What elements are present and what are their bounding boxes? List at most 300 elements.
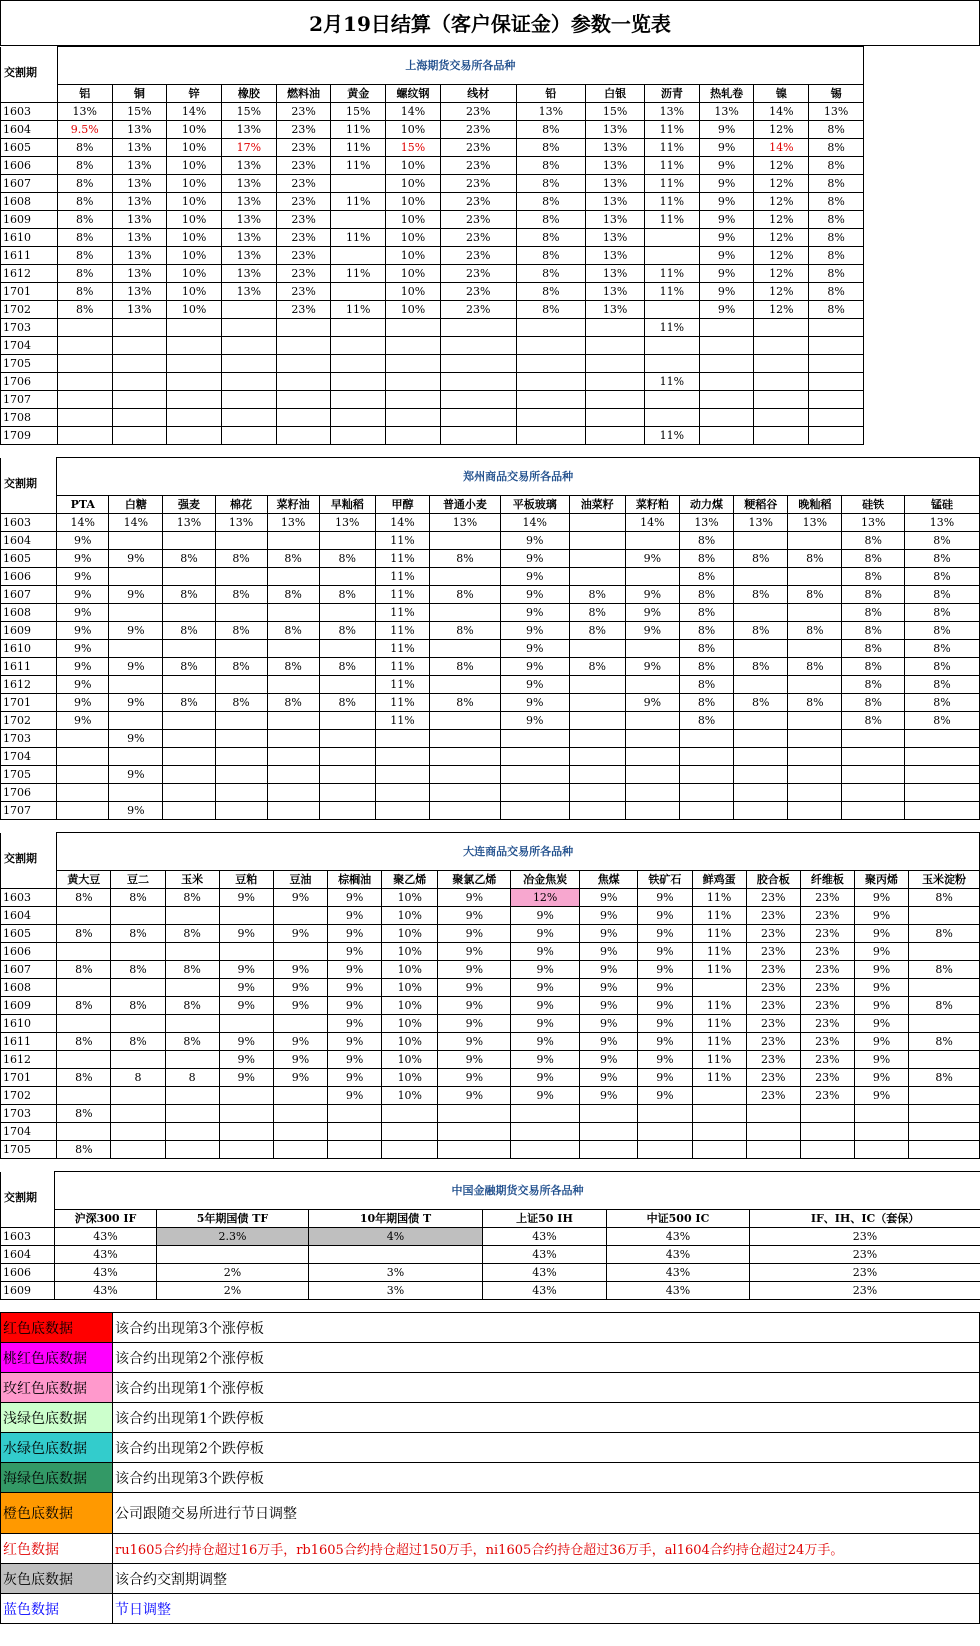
- margin-cell: 8%: [679, 586, 733, 604]
- margin-cell: [625, 676, 679, 694]
- delivery-period: 1611: [1, 1033, 57, 1051]
- margin-cell: 10%: [167, 211, 222, 229]
- margin-cell: 10%: [382, 889, 438, 907]
- column-header: 铝: [57, 85, 112, 103]
- margin-cell: 10%: [382, 979, 438, 997]
- corner-cell: [1, 833, 57, 847]
- margin-cell: [276, 391, 331, 409]
- margin-cell: 10%: [167, 247, 222, 265]
- table-row: [1, 409, 980, 427]
- margin-cell: 14%: [386, 103, 441, 121]
- margin-cell: 8%: [909, 1069, 980, 1087]
- section-gap: [0, 1159, 980, 1171]
- margin-cell: 14%: [57, 514, 109, 532]
- margin-cell: [109, 568, 163, 586]
- delivery-period: 1604: [1, 907, 57, 925]
- margin-cell: [386, 373, 441, 391]
- column-header: 菜籽粕: [625, 496, 679, 514]
- margin-cell: 11%: [331, 229, 386, 247]
- margin-cell: 17%: [221, 139, 276, 157]
- margin-cell: [500, 748, 569, 766]
- margin-cell: [57, 1123, 111, 1141]
- table-row: [1, 748, 980, 766]
- margin-cell: 8%: [909, 925, 980, 943]
- margin-cell: [167, 355, 222, 373]
- column-header: 粳稻谷: [734, 496, 788, 514]
- margin-cell: [163, 676, 215, 694]
- margin-cell: 23%: [276, 301, 331, 319]
- margin-cell: [267, 676, 319, 694]
- margin-cell: [109, 676, 163, 694]
- margin-cell: 13%: [221, 229, 276, 247]
- table-row: [1, 1141, 980, 1159]
- delivery-period: 1604: [1, 1246, 55, 1264]
- column-header: 胶合板: [746, 871, 800, 889]
- table-row: [1, 586, 980, 604]
- column-header: 铅: [516, 85, 585, 103]
- margin-cell: [430, 532, 501, 550]
- margin-cell: 9%: [328, 925, 382, 943]
- margin-cell: 8%: [569, 622, 625, 640]
- table-row: [1, 766, 980, 784]
- margin-cell: [319, 532, 375, 550]
- margin-cell: 13%: [586, 211, 645, 229]
- margin-cell: 8%: [809, 157, 864, 175]
- margin-cell: 9%: [638, 979, 692, 997]
- margin-cell: 23%: [746, 889, 800, 907]
- margin-cell: 13%: [221, 283, 276, 301]
- table-row: [1, 139, 980, 157]
- margin-cell: [438, 1141, 511, 1159]
- column-header: 白糖: [109, 496, 163, 514]
- margin-cell: [430, 604, 501, 622]
- margin-cell: [165, 979, 219, 997]
- margin-cell: 9%: [511, 1033, 580, 1051]
- margin-cell: [215, 676, 267, 694]
- margin-cell: 13%: [221, 157, 276, 175]
- margin-cell: [112, 391, 167, 409]
- legend-row: [1, 1433, 980, 1463]
- margin-cell: 43%: [483, 1282, 607, 1300]
- legend-row: [1, 1463, 980, 1493]
- margin-cell: [569, 568, 625, 586]
- margin-cell: [699, 391, 754, 409]
- margin-cell: 8%: [734, 550, 788, 568]
- margin-cell: [276, 337, 331, 355]
- column-header: 沪深300 IF: [55, 1210, 157, 1228]
- margin-cell: [734, 568, 788, 586]
- margin-cell: 11%: [692, 925, 746, 943]
- margin-cell: 9%: [219, 1051, 273, 1069]
- margin-cell: 9%: [328, 961, 382, 979]
- margin-cell: 12%: [754, 157, 809, 175]
- delivery-period: 1603: [1, 1228, 55, 1246]
- margin-cell: [109, 604, 163, 622]
- margin-cell: 13%: [112, 229, 167, 247]
- legend-swatch: 海绿色底数据: [1, 1463, 113, 1493]
- margin-cell: [734, 766, 788, 784]
- margin-cell: [276, 373, 331, 391]
- margin-cell: [586, 427, 645, 445]
- margin-cell: [904, 784, 979, 802]
- margin-cell: [754, 373, 809, 391]
- legend-swatch: 红色底数据: [1, 1313, 113, 1343]
- margin-cell: [645, 301, 700, 319]
- margin-cell: 8%: [904, 586, 979, 604]
- legend-table: [0, 1312, 980, 1624]
- margin-cell: [569, 766, 625, 784]
- margin-cell: 11%: [645, 427, 700, 445]
- margin-cell: [309, 1246, 483, 1264]
- legend-description: 该合约出现第2个跌停板: [113, 1433, 980, 1463]
- margin-cell: 10%: [382, 961, 438, 979]
- delivery-period: 1702: [1, 1087, 57, 1105]
- margin-cell: 11%: [375, 604, 429, 622]
- margin-cell: [109, 712, 163, 730]
- margin-cell: [57, 1051, 111, 1069]
- margin-cell: 14%: [375, 514, 429, 532]
- column-header: 普通小麦: [430, 496, 501, 514]
- margin-cell: [267, 640, 319, 658]
- margin-cell: 23%: [440, 283, 516, 301]
- margin-cell: [57, 409, 112, 427]
- delivery-period: 1604: [1, 121, 58, 139]
- margin-cell: 9%: [273, 925, 327, 943]
- margin-cell: [57, 979, 111, 997]
- margin-cell: 11%: [375, 694, 429, 712]
- margin-cell: [580, 1105, 638, 1123]
- margin-cell: 23%: [746, 979, 800, 997]
- margin-cell: 9%: [273, 1051, 327, 1069]
- margin-cell: 15%: [386, 139, 441, 157]
- margin-cell: [331, 391, 386, 409]
- margin-cell: [692, 979, 746, 997]
- period-label: 交割期: [1, 1186, 55, 1210]
- table-row: [1, 1246, 980, 1264]
- margin-cell: 8%: [842, 622, 904, 640]
- margin-cell: 9%: [511, 925, 580, 943]
- margin-cell: 9%: [625, 694, 679, 712]
- margin-cell: 13%: [57, 103, 112, 121]
- margin-cell: 8%: [516, 121, 585, 139]
- margin-cell: 8%: [57, 889, 111, 907]
- cffex-exchange-name: 中国金融期货交易所各品种: [55, 1172, 980, 1210]
- margin-cell: [511, 1105, 580, 1123]
- margin-cell: 9%: [511, 943, 580, 961]
- dce-exchange-name: 大连商品交易所各品种: [57, 833, 980, 871]
- margin-cell: [163, 784, 215, 802]
- table-row: [1, 157, 980, 175]
- margin-cell: 11%: [692, 1051, 746, 1069]
- margin-cell: [909, 1141, 980, 1159]
- margin-cell: [569, 712, 625, 730]
- delivery-period: 1603: [1, 889, 57, 907]
- margin-cell: 9%: [219, 925, 273, 943]
- margin-cell: [430, 568, 501, 586]
- margin-cell: 43%: [483, 1264, 607, 1282]
- margin-cell: 8%: [267, 550, 319, 568]
- margin-cell: [699, 337, 754, 355]
- margin-cell: 9%: [854, 1033, 908, 1051]
- margin-cell: 8%: [842, 604, 904, 622]
- legend-description: 该合约出现第1个涨停板: [113, 1373, 980, 1403]
- margin-cell: [215, 748, 267, 766]
- margin-cell: [319, 568, 375, 586]
- margin-cell: 9%: [109, 622, 163, 640]
- margin-cell: 8%: [267, 694, 319, 712]
- margin-cell: 23%: [440, 265, 516, 283]
- margin-cell: 13%: [221, 211, 276, 229]
- legend-description: 该合约出现第1个跌停板: [113, 1403, 980, 1433]
- delivery-period: 1606: [1, 943, 57, 961]
- margin-cell: [163, 640, 215, 658]
- margin-cell: 9%: [699, 247, 754, 265]
- table-row: [1, 193, 980, 211]
- delivery-period: 1704: [1, 337, 58, 355]
- margin-cell: 8%: [430, 622, 501, 640]
- margin-cell: [625, 730, 679, 748]
- margin-cell: 12%: [754, 301, 809, 319]
- margin-cell: 2.3%: [157, 1228, 309, 1246]
- margin-cell: [167, 427, 222, 445]
- margin-cell: [273, 1087, 327, 1105]
- margin-cell: 13%: [221, 193, 276, 211]
- margin-cell: 8%: [165, 961, 219, 979]
- margin-cell: 8%: [57, 1069, 111, 1087]
- margin-cell: [215, 730, 267, 748]
- margin-cell: 13%: [788, 514, 842, 532]
- margin-cell: 13%: [112, 301, 167, 319]
- margin-cell: [163, 532, 215, 550]
- margin-cell: 8%: [516, 247, 585, 265]
- margin-cell: [909, 1105, 980, 1123]
- margin-cell: [221, 319, 276, 337]
- legend-description: 该合约出现第2个涨停板: [113, 1343, 980, 1373]
- margin-cell: [854, 1105, 908, 1123]
- margin-cell: [692, 1105, 746, 1123]
- margin-cell: [386, 355, 441, 373]
- margin-cell: 9%: [438, 889, 511, 907]
- margin-cell: 9%: [57, 712, 109, 730]
- margin-cell: 8%: [679, 604, 733, 622]
- delivery-period: 1607: [1, 961, 57, 979]
- column-header: 豆油: [273, 871, 327, 889]
- delivery-period: 1707: [1, 802, 57, 820]
- margin-cell: 8%: [165, 997, 219, 1015]
- table-row: [1, 265, 980, 283]
- delivery-period: 1701: [1, 694, 57, 712]
- margin-cell: 11%: [645, 121, 700, 139]
- margin-cell: [267, 532, 319, 550]
- margin-cell: 8%: [57, 301, 112, 319]
- margin-cell: [440, 319, 516, 337]
- margin-cell: 43%: [483, 1246, 607, 1264]
- margin-cell: [57, 373, 112, 391]
- margin-cell: [440, 409, 516, 427]
- margin-cell: [111, 943, 165, 961]
- delivery-period: 1704: [1, 1123, 57, 1141]
- margin-cell: 23%: [276, 157, 331, 175]
- table-row: [1, 355, 980, 373]
- margin-cell: 2%: [157, 1264, 309, 1282]
- delivery-period: 1610: [1, 640, 57, 658]
- delivery-period: 1703: [1, 319, 58, 337]
- margin-cell: 8%: [319, 550, 375, 568]
- margin-cell: [375, 748, 429, 766]
- margin-cell: 8%: [904, 694, 979, 712]
- period-header-blank: [1, 85, 58, 103]
- margin-cell: 9%: [580, 1087, 638, 1105]
- margin-cell: 9%: [699, 121, 754, 139]
- margin-cell: 9%: [219, 961, 273, 979]
- margin-cell: [273, 1141, 327, 1159]
- section-gap: [0, 445, 980, 457]
- margin-cell: 8%: [569, 586, 625, 604]
- margin-cell: 11%: [692, 907, 746, 925]
- margin-cell: [438, 1105, 511, 1123]
- margin-cell: 9%: [438, 943, 511, 961]
- column-header: 冶金焦炭: [511, 871, 580, 889]
- margin-cell: 23%: [276, 229, 331, 247]
- margin-cell: [586, 373, 645, 391]
- margin-cell: 9%: [854, 889, 908, 907]
- legend-row: [1, 1343, 980, 1373]
- margin-cell: [165, 1087, 219, 1105]
- margin-cell: 8%: [734, 622, 788, 640]
- table-row: [1, 391, 980, 409]
- margin-cell: 43%: [483, 1228, 607, 1246]
- margin-cell: 23%: [800, 1015, 854, 1033]
- margin-cell: [57, 907, 111, 925]
- margin-cell: 9%: [638, 925, 692, 943]
- margin-cell: [382, 1123, 438, 1141]
- margin-cell: [692, 1141, 746, 1159]
- table-row: [1, 337, 980, 355]
- delivery-period: 1611: [1, 658, 57, 676]
- margin-cell: 8%: [516, 175, 585, 193]
- margin-cell: 14%: [754, 139, 809, 157]
- column-header: 沥青: [645, 85, 700, 103]
- margin-cell: [319, 730, 375, 748]
- margin-cell: 8%: [679, 676, 733, 694]
- margin-cell: 9%: [511, 979, 580, 997]
- margin-cell: 8%: [809, 283, 864, 301]
- margin-cell: 9%: [328, 907, 382, 925]
- margin-cell: 8%: [267, 586, 319, 604]
- margin-cell: 10%: [386, 247, 441, 265]
- margin-cell: 8%: [516, 265, 585, 283]
- margin-cell: 23%: [440, 211, 516, 229]
- margin-cell: 2%: [157, 1282, 309, 1300]
- margin-cell: [679, 748, 733, 766]
- margin-cell: [430, 676, 501, 694]
- margin-cell: [754, 355, 809, 373]
- margin-cell: [57, 802, 109, 820]
- margin-cell: 9%: [57, 694, 109, 712]
- margin-cell: 23%: [276, 265, 331, 283]
- margin-cell: 8%: [809, 175, 864, 193]
- margin-cell: 23%: [440, 139, 516, 157]
- margin-cell: 9%: [699, 265, 754, 283]
- margin-cell: [734, 640, 788, 658]
- column-header: 橡胶: [221, 85, 276, 103]
- margin-cell: [386, 427, 441, 445]
- margin-cell: [809, 319, 864, 337]
- margin-cell: [57, 730, 109, 748]
- margin-cell: 12%: [754, 247, 809, 265]
- margin-cell: 8%: [909, 961, 980, 979]
- margin-cell: [331, 247, 386, 265]
- margin-cell: [569, 550, 625, 568]
- margin-cell: 8%: [734, 694, 788, 712]
- corner-cell: [1, 1172, 55, 1186]
- margin-cell: [679, 784, 733, 802]
- margin-cell: [57, 1015, 111, 1033]
- margin-cell: 8%: [809, 229, 864, 247]
- margin-cell: 13%: [904, 514, 979, 532]
- column-header: 聚丙烯: [854, 871, 908, 889]
- margin-cell: 11%: [375, 658, 429, 676]
- margin-cell: [111, 1015, 165, 1033]
- table-row: [1, 568, 980, 586]
- table-row: [1, 889, 980, 907]
- legend-description: 该合约出现第3个跌停板: [113, 1463, 980, 1493]
- margin-cell: 23%: [440, 301, 516, 319]
- margin-cell: [276, 355, 331, 373]
- margin-cell: [109, 784, 163, 802]
- delivery-period: 1706: [1, 784, 57, 802]
- table-row: [1, 658, 980, 676]
- margin-cell: 8%: [842, 640, 904, 658]
- margin-cell: 23%: [276, 103, 331, 121]
- corner-cell: [1, 47, 58, 61]
- margin-cell: 13%: [112, 283, 167, 301]
- margin-cell: [854, 1123, 908, 1141]
- margin-cell: [625, 802, 679, 820]
- margin-cell: [734, 802, 788, 820]
- margin-cell: 9%: [625, 658, 679, 676]
- margin-cell: [267, 604, 319, 622]
- margin-cell: [809, 391, 864, 409]
- margin-cell: 11%: [331, 157, 386, 175]
- delivery-period: 1702: [1, 712, 57, 730]
- legend-description: 节日调整: [113, 1594, 980, 1624]
- margin-cell: 8%: [842, 586, 904, 604]
- margin-cell: [331, 337, 386, 355]
- table-row: [1, 1069, 980, 1087]
- margin-cell: 23%: [276, 175, 331, 193]
- margin-cell: [267, 766, 319, 784]
- margin-cell: 9%: [438, 1051, 511, 1069]
- margin-cell: [167, 319, 222, 337]
- column-header: 镍: [754, 85, 809, 103]
- section-gap: [0, 1300, 980, 1312]
- column-header: 燃料油: [276, 85, 331, 103]
- margin-cell: [273, 1123, 327, 1141]
- margin-cell: [215, 640, 267, 658]
- margin-cell: 8%: [57, 193, 112, 211]
- margin-cell: 8%: [904, 568, 979, 586]
- margin-cell: 8%: [909, 997, 980, 1015]
- column-header: 鲜鸡蛋: [692, 871, 746, 889]
- margin-cell: [734, 748, 788, 766]
- margin-cell: 9%: [500, 622, 569, 640]
- margin-cell: 9%: [57, 550, 109, 568]
- margin-cell: 13%: [112, 121, 167, 139]
- column-header: 5年期国债 TF: [157, 1210, 309, 1228]
- margin-cell: 43%: [607, 1264, 750, 1282]
- margin-cell: 13%: [221, 121, 276, 139]
